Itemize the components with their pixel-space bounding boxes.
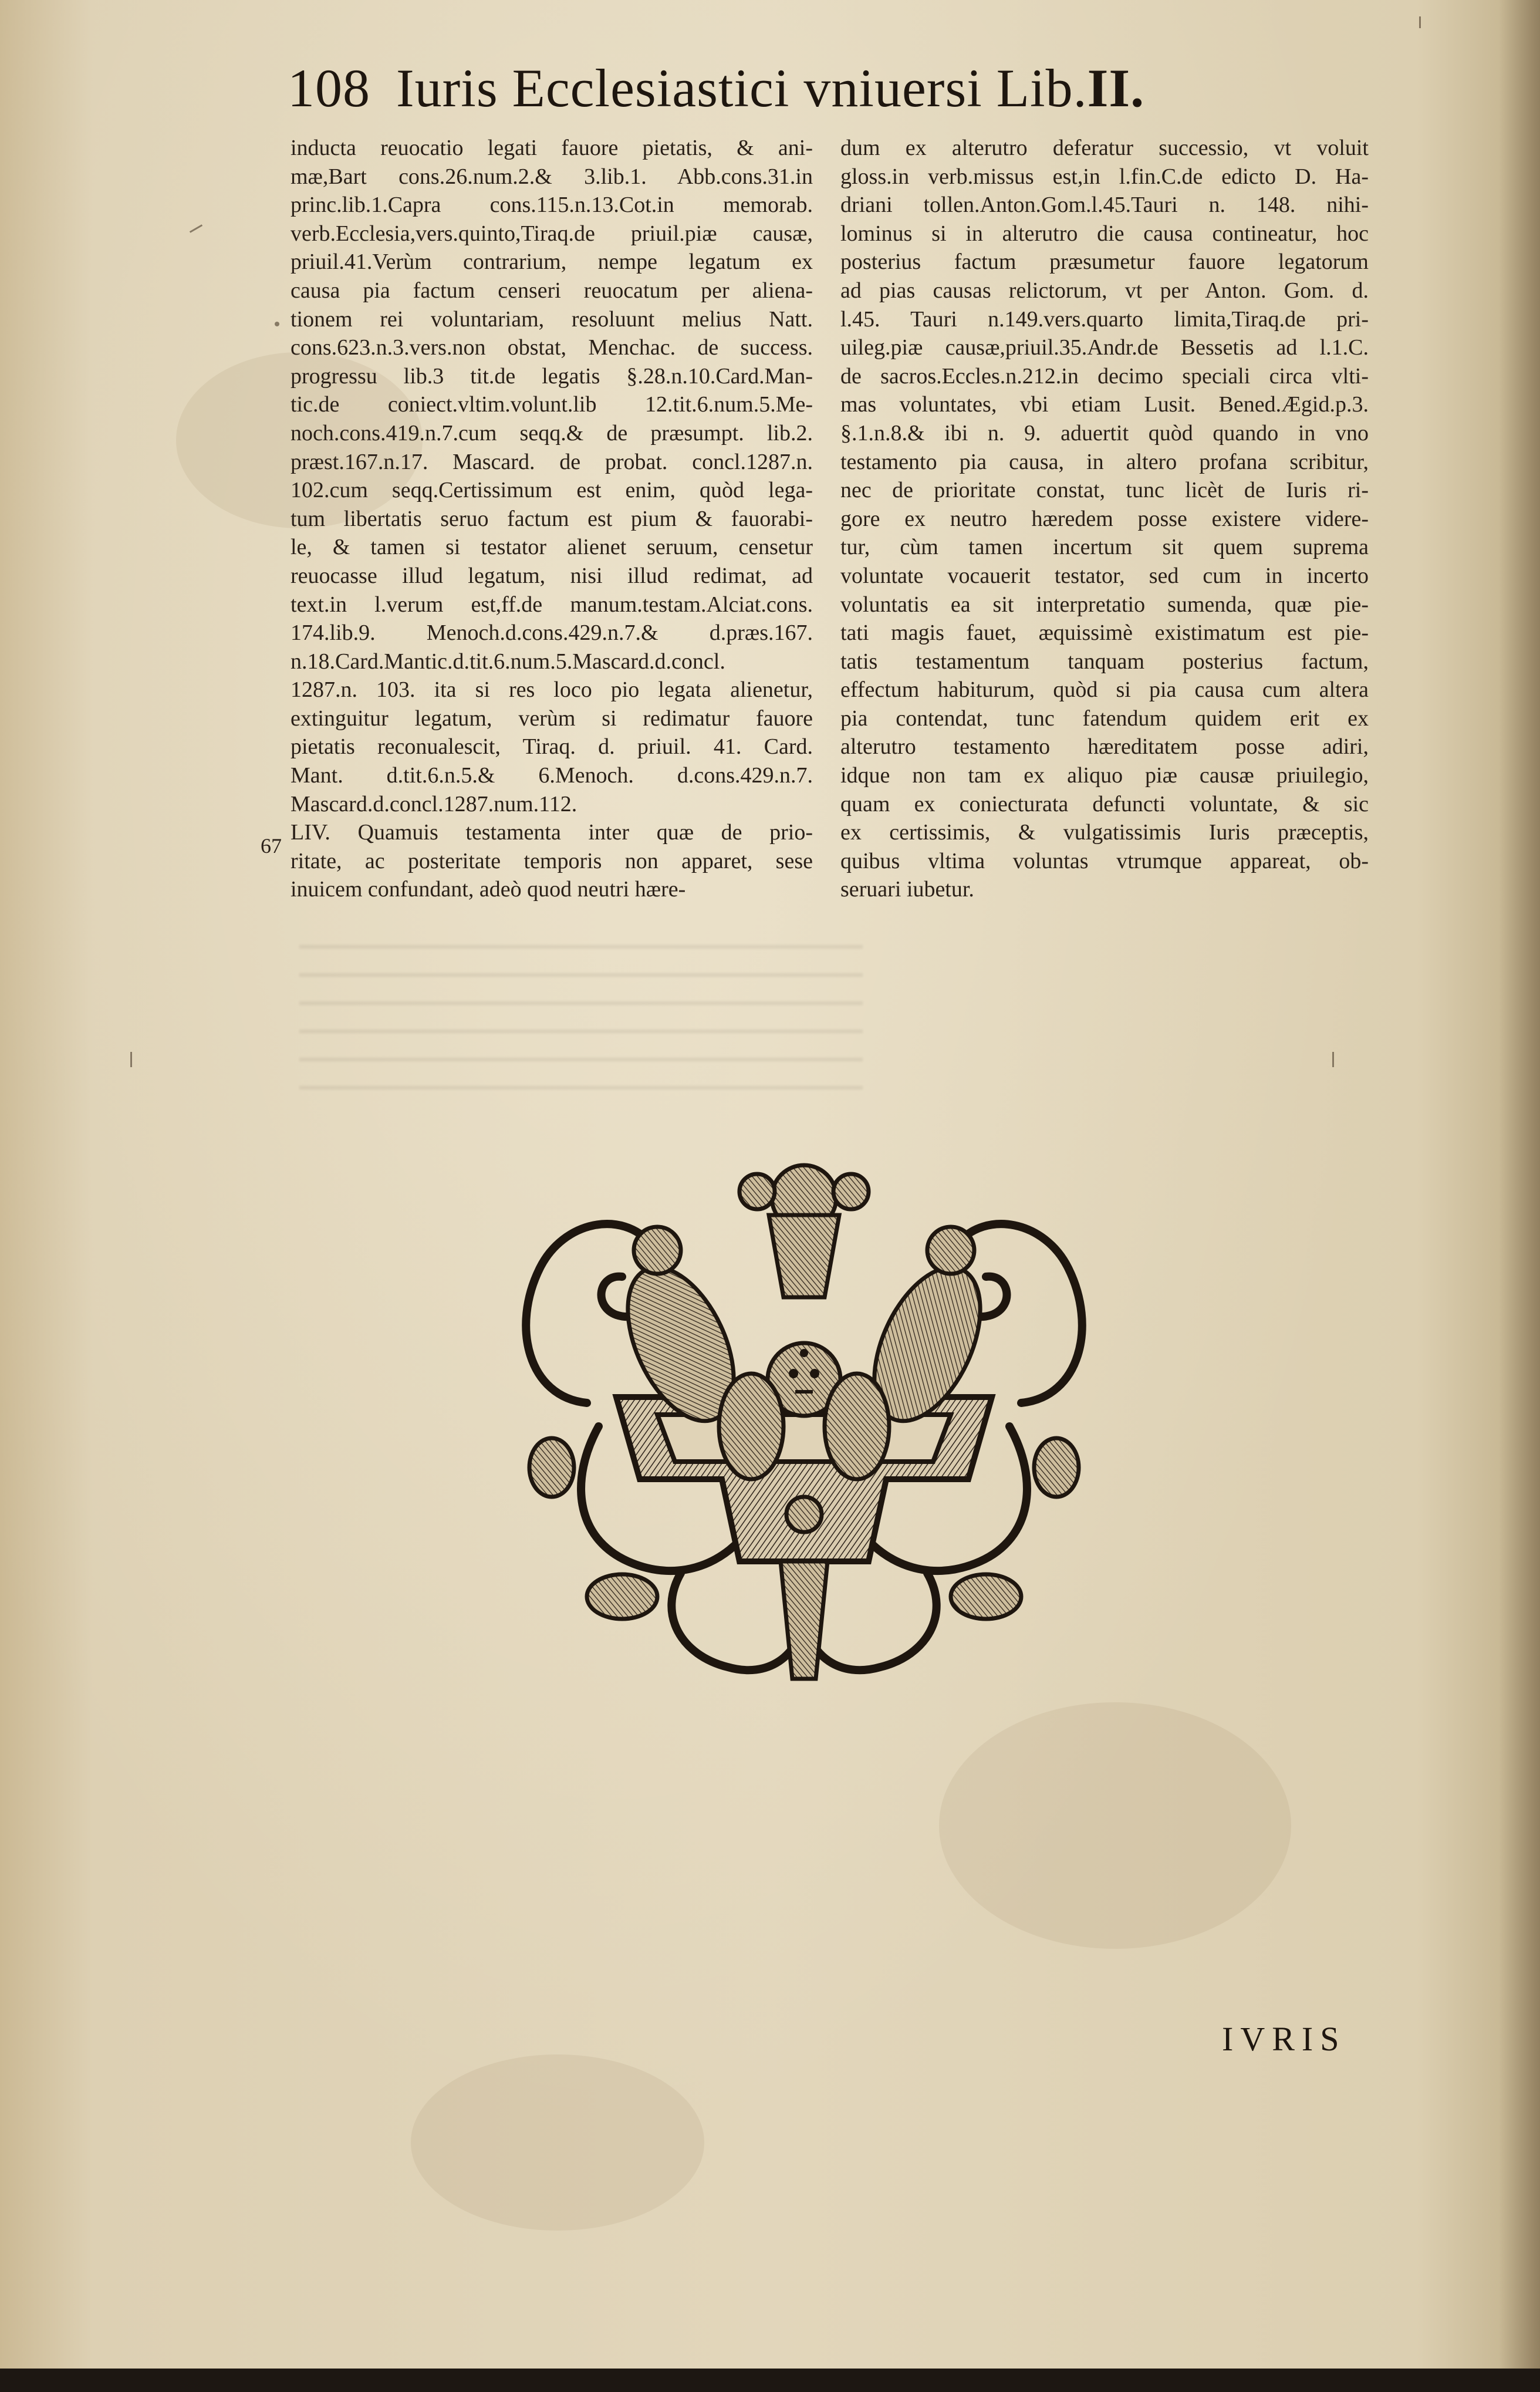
text-line: dum ex alterutro deferatur successio, vt voluit	[840, 136, 1369, 160]
text-line: n.18.Card.Mantic.d.tit.6.num.5.Mascard.d.concl.	[291, 649, 725, 674]
text-line: Mascard.d.concl.1287.num.112.	[291, 791, 578, 817]
right-text-column	[840, 134, 1369, 904]
text-line: lominus si in alterutro die causa contineatur, hoc	[840, 221, 1369, 246]
woodcut-ornament	[505, 1151, 1103, 1702]
text-line: tati magis fauet, æquissimè existimatum est pie-	[840, 620, 1369, 646]
text-line: voluntate vocauerit testator, sed cum in incerto	[840, 563, 1369, 588]
text-line: mas voluntates, vbi etiam Lusit. Bened.Ægid.p.3.	[840, 392, 1369, 417]
text-line: §.1.n.8.& ibi n. 9. aduertit quòd quando in vno	[840, 420, 1369, 446]
page-bottom-edge	[0, 2369, 1540, 2392]
text-line: progressu lib.3 tit.de legatis §.28.n.10.Card.Man-	[291, 363, 813, 389]
text-line: causa pia factum censeri reuocatum per aliena-	[291, 278, 813, 303]
text-line: verb.Ecclesia,vers.quinto,Tiraq.de priuil.piæ causæ,	[291, 221, 813, 246]
text-line: priuil.41.Verùm contrarium, nempe legatum ex	[291, 249, 813, 275]
print-mark	[1332, 1052, 1334, 1067]
running-title: Iuris Ecclesiastici vniuersi Lib.	[396, 58, 1088, 118]
text-line: 102.cum seqq.Certissimum est enim, quòd lega-	[291, 478, 813, 503]
text-line: præst.167.n.17. Mascard. de probat. concl.1287.n.	[291, 449, 813, 474]
text-line: testamento pia causa, in altero profana scribitur,	[840, 449, 1369, 474]
text-line: princ.lib.1.Capra cons.115.n.13.Cot.in memorab.	[291, 193, 813, 218]
text-line: mæ,Bart cons.26.num.2.& 3.lib.1. Abb.cons.31.in	[291, 164, 813, 189]
page-number: 108	[288, 58, 370, 118]
text-line: tur, cùm tamen incertum sit quem suprema	[840, 535, 1369, 560]
text-line: uileg.piæ causæ,priuil.35.Andr.de Bessetis ad l.1.C.	[840, 335, 1369, 360]
text-line: cons.623.n.3.vers.non obstat, Menchac. de success.	[291, 335, 813, 360]
text-line: reuocasse illud legatum, nisi illud redimat, ad	[291, 563, 813, 588]
text-line: inducta reuocatio legati fauore pietatis, & ani-	[291, 136, 813, 160]
text-line: tatis testamentum tanquam posterius factum,	[840, 649, 1369, 674]
text-line: pietatis reconualescit, Tiraq. d. priuil. 41. Card.	[291, 734, 813, 760]
text-line: seruari iubetur.	[840, 877, 974, 902]
text-line: le, & tamen si testator alienet seruum, censetur	[291, 535, 813, 560]
book-number: II.	[1087, 58, 1145, 118]
text-line: nec de prioritate constat, tunc licèt de Iuris ri-	[840, 478, 1369, 503]
text-line: driani tollen.Anton.Gom.l.45.Tauri n. 148. nihi-	[840, 193, 1369, 218]
text-line: quibus vltima voluntas vtrumque appareat, ob-	[840, 848, 1369, 873]
text-line: ritate, ac posteritate temporis non apparet, sese	[291, 848, 813, 873]
text-line: gloss.in verb.missus est,in l.fin.C.de edicto D. Ha-	[840, 164, 1369, 189]
catchword: IVRIS	[1222, 2020, 1346, 2058]
text-line: noch.cons.419.n.7.cum seqq.& de præsumpt. lib.2.	[291, 420, 813, 446]
text-line: text.in l.verum est,ff.de manum.testam.Alciat.cons.	[291, 592, 813, 617]
text-line: posterius factum præsumetur fauore legatorum	[840, 249, 1369, 275]
text-line: quam ex coniecturata defuncti voluntate, & sic	[840, 791, 1369, 817]
text-line: tum libertatis seruo factum est pium & fauorabi-	[291, 506, 813, 531]
text-line: 174.lib.9. Menoch.d.cons.429.n.7.& d.præs.167.	[291, 620, 813, 646]
text-line: voluntatis ea sit interpretatio sumenda, quæ pie-	[840, 592, 1369, 617]
text-line: l.45. Tauri n.149.vers.quarto limita,Tiraq.de pri-	[840, 306, 1369, 332]
paper-stain	[411, 2054, 704, 2231]
text-line: alterutro testamento hæreditatem posse adiri,	[840, 734, 1369, 760]
paper-stain	[939, 1702, 1291, 1949]
margin-pen-mark	[190, 224, 202, 233]
page-edge-shadow	[1499, 0, 1540, 2392]
print-mark	[1419, 16, 1421, 28]
text-line: effectum habiturum, quòd si pia causa cum altera	[840, 677, 1369, 703]
text-line: inuicem confundant, adeò quod neutri hære-	[291, 877, 686, 902]
text-line: ex certissimis, & vulgatissimis Iuris præceptis,	[840, 820, 1369, 845]
text-line: gore ex neutro hæredem posse existere videre-	[840, 506, 1369, 531]
text-line: tionem rei voluntariam, resoluunt melius Natt.	[291, 306, 813, 332]
text-line: ad pias causas relictorum, vt per Anton. Gom. d.	[840, 278, 1369, 303]
text-line: tic.de coniect.vltim.volunt.lib 12.tit.6.num.5.Me-	[291, 392, 813, 417]
text-line: pia contendat, tunc fatendum quidem erit ex	[840, 706, 1369, 731]
running-header	[288, 53, 1297, 123]
marginal-number: 67	[261, 834, 282, 858]
margin-pen-mark	[275, 322, 279, 326]
text-line: LIV. Quamuis testamenta inter quæ de prio-	[291, 820, 813, 845]
show-through-text	[299, 945, 863, 1109]
text-line: idque non tam ex aliquo piæ causæ priuilegio,	[840, 763, 1369, 788]
text-line: extinguitur legatum, verùm si redimatur fauore	[291, 706, 813, 731]
left-text-column	[291, 134, 813, 904]
print-mark	[130, 1052, 132, 1067]
text-line: de sacros.Eccles.n.212.in decimo speciali circa vlti-	[840, 363, 1369, 389]
text-line: Mant. d.tit.6.n.5.& 6.Menoch. d.cons.429.n.7.	[291, 763, 813, 788]
text-line: 1287.n. 103. ita si res loco pio legata alienetur,	[291, 677, 813, 703]
